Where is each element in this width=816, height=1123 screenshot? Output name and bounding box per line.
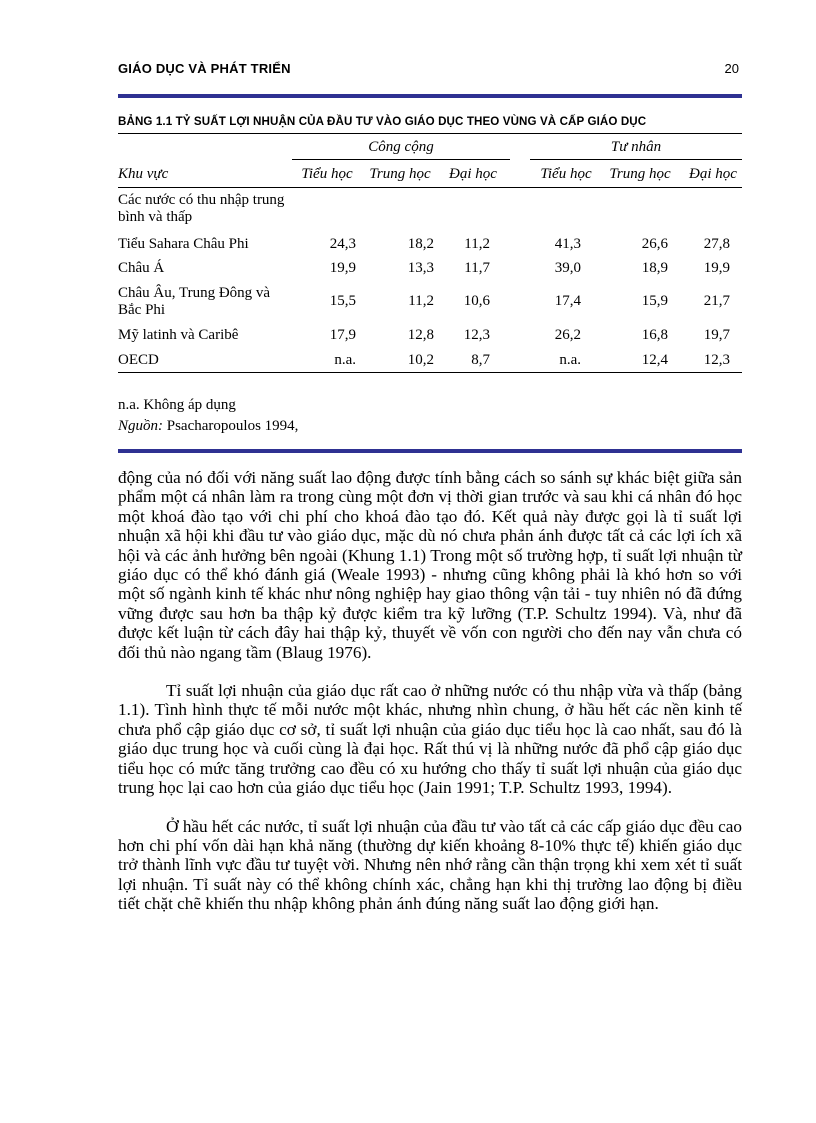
table-cell: 26,2 <box>554 327 581 343</box>
source-label: Nguồn: <box>118 418 163 434</box>
table-group-row-label: Các nước có thu nhập trung bình và thấp <box>118 192 285 225</box>
column-header-private-primary: Tiểu học <box>540 166 592 182</box>
table-cell: 39,0 <box>554 260 581 276</box>
table-cell: 12,3 <box>703 352 730 368</box>
group-header-public: Công cộng <box>368 139 434 155</box>
table-cell: 21,7 <box>703 293 730 309</box>
column-header-public-higher: Đại học <box>449 166 497 182</box>
paragraph-2: Tỉ suất lợi nhuận của giáo dục rất cao ở những nước có thu nhập vừa và thấp (bảng 1.1). Tình hình thực tế mỗi nước một khác, nhưng nhìn chung, ở hầu hết các nền kinh tế chưa phổ cập giáo dục cơ sở, tỉ suất lợi nhuận của giáo dục tiểu học là cao nhất, sau đó là giáo dục trung học và cuối cùng là đại học. Rất thú vị là những nước đã phổ cập giáo dục tiểu học có mức tăng trưởng cao đều có xu hướng cho thấy tỉ suất lợi nhuận của giáo dục trung học lại cao hơn của giáo dục tiểu học (Jain 1991; T.P. Schultz 1993, 1994). <box>118 681 742 798</box>
table-cell: 19,9 <box>703 260 730 276</box>
group-rule-private <box>530 159 742 160</box>
table-cell: 11,2 <box>464 236 490 252</box>
table-top-rule <box>118 133 742 134</box>
paragraph-3: Ở hầu hết các nước, tỉ suất lợi nhuận của đầu tư vào tất cả các cấp giáo dục đều cao hơn chi phí vốn dài hạn khả năng (thường dự kiến khoảng 8-10% thực tế) khiến giáo dục trở thành lĩnh vực đầu tư tuyệt vời. Nhưng nên nhớ rằng cần thận trọng khi xem xét tỉ suất lợi nhuận. Tỉ suất này có thể không chính xác, chẳng hạn khi thị trường lao động bị điều tiết chặt chẽ khiến thu nhập không phản ánh đúng năng suất lao động giới hạn. <box>118 816 742 914</box>
table-cell: 41,3 <box>554 236 581 252</box>
column-header-private-higher: Đại học <box>689 166 737 182</box>
table-row-region: Châu Âu, Trung Đông và Bắc Phi <box>118 285 271 318</box>
table-cell: 12,8 <box>407 327 434 343</box>
table-cell: 15,5 <box>329 293 356 309</box>
table-row-region: Châu Á <box>118 260 165 276</box>
table-cell: 10,6 <box>463 293 490 309</box>
paragraph-1: động của nó đối với năng suất lao động được tính bằng cách so sánh sự khác biệt giữa sản phẩm một cá nhân làm ra trong cùng một đơn vị thời gian trước và sau khi cá nhân đó học một khoá đào tạo với chi phí cho khoá đào tạo đó. Kết quả này được gọi là tỉ suất lợi nhuận xã hội khi đầu tư vào giáo dục, mặc dù nó chưa phản ánh được tất cả các lợi ích xã hội và các ảnh hưởng bên ngoài (Khung 1.1) Trong một số trường hợp, tỉ suất lợi nhuận từ giáo dục có thể khó đánh giá (Weale 1993) - nhưng cũng không phải là khó hơn so với một số ngành kinh tế khác như nông nghiệp hay giao thông vận tải - tuy nhiên nó đã đứng vững được sau hơn ba thập kỷ được kiểm tra kỹ lưỡng (T.P. Schultz 1994). Và, như đã được kết luận từ cách đây hai thập kỷ, thuyết về vốn con người cho đến nay vẫn chưa có đối thủ nào ngang tầm (Blaug 1976). <box>118 468 742 662</box>
table-cell: 27,8 <box>703 236 730 252</box>
table-cell: 18,9 <box>641 260 668 276</box>
column-header-private-secondary: Trung học <box>609 166 671 182</box>
group-rule-public <box>292 159 510 160</box>
table-cell: 11,7 <box>464 260 490 276</box>
table-cell: 13,3 <box>407 260 434 276</box>
column-header-public-primary: Tiểu học <box>301 166 353 182</box>
body-text <box>118 468 742 933</box>
table-cell: 16,8 <box>641 327 668 343</box>
table-cell: 24,3 <box>329 236 356 252</box>
table-title: BẢNG 1.1 TỶ SUẤT LỢI NHUẬN CỦA ĐẦU TƯ VÀO GIÁO DỤC THEO VÙNG VÀ CẤP GIÁO DỤC <box>118 115 647 128</box>
table-cell: 8,7 <box>471 352 490 368</box>
table-cell: 18,2 <box>407 236 434 252</box>
header-bottom-rule <box>118 187 742 188</box>
table-cell: 19,9 <box>329 260 356 276</box>
table-row-region: Mỹ latinh và Caribê <box>118 327 239 343</box>
table-row-region: Tiểu Sahara Châu Phi <box>118 236 249 252</box>
table-cell: 11,2 <box>408 293 434 309</box>
table-cell: 26,6 <box>641 236 668 252</box>
table-cell: 17,4 <box>554 293 581 309</box>
table-bottom-rule <box>118 372 742 373</box>
column-header-public-secondary: Trung học <box>369 166 431 182</box>
table-source <box>118 418 298 435</box>
table-cell: 12,3 <box>463 327 490 343</box>
table-cell: 15,9 <box>641 293 668 309</box>
column-header-region: Khu vực <box>118 166 169 182</box>
table-cell: 12,4 <box>641 352 668 368</box>
table-cell: n.a. <box>334 352 356 368</box>
table-cell: 10,2 <box>407 352 434 368</box>
page-number: 20 <box>724 61 739 76</box>
table-cell: n.a. <box>559 352 581 368</box>
header-rule <box>118 94 742 98</box>
table-cell: 17,9 <box>329 327 356 343</box>
table-row-region: OECD <box>118 352 159 368</box>
table-cell: 19,7 <box>703 327 730 343</box>
table-note-na: n.a. Không áp dụng <box>118 397 236 413</box>
group-header-private: Tư nhân <box>610 139 662 155</box>
table-end-rule <box>118 449 742 453</box>
running-header-title: GIÁO DỤC VÀ PHÁT TRIỂN <box>118 61 291 76</box>
source-text: Psacharopoulos 1994, <box>163 418 299 434</box>
